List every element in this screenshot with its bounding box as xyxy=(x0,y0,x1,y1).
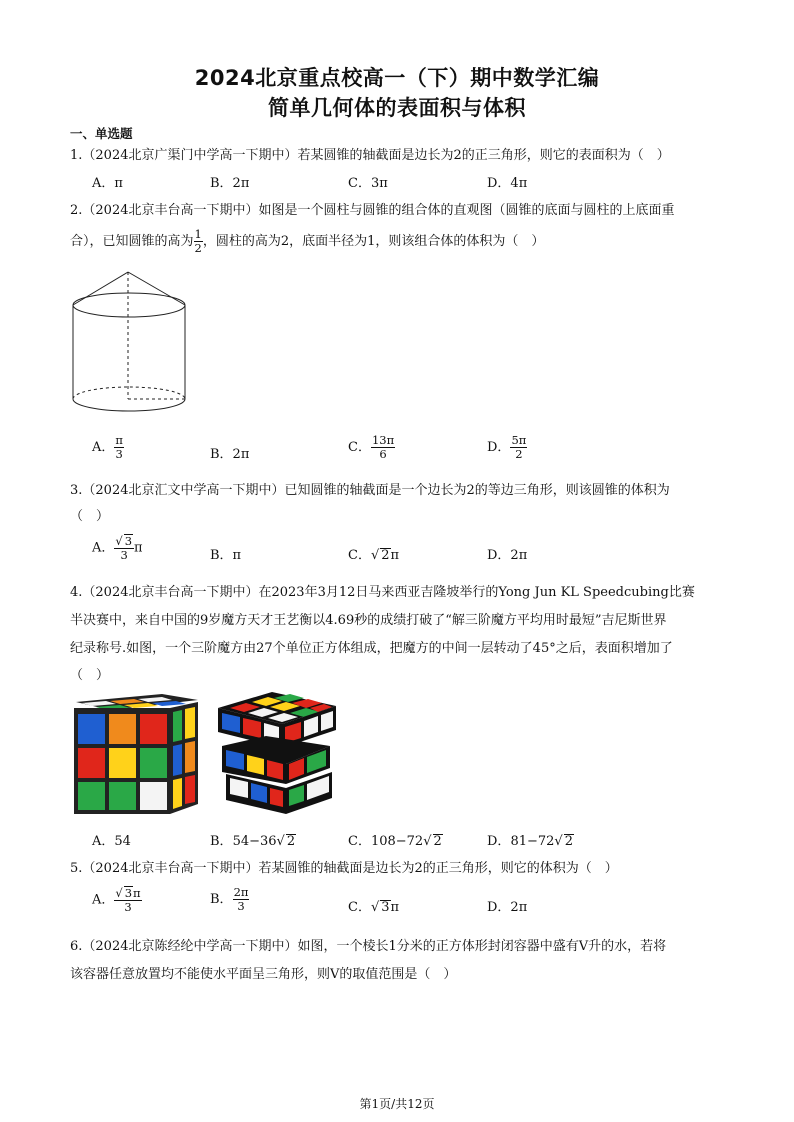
q3-line2: （ ） xyxy=(70,509,110,524)
page-footer: 第1页/共12页 xyxy=(359,1097,435,1111)
fraction-denominator: 2 xyxy=(194,241,202,256)
fraction-numerator: 1 xyxy=(194,227,202,241)
q1-option-d: D．4π xyxy=(487,176,528,191)
option-label: C． xyxy=(348,440,371,456)
q5-option-d: D．2π xyxy=(487,900,528,915)
cylinder-bottom-back xyxy=(73,387,185,399)
radicand: 3 xyxy=(124,534,133,548)
q4-option-b: B．54−36√ 2 xyxy=(210,834,296,849)
q1-option-a: A．π xyxy=(92,176,123,191)
q2-a-fraction xyxy=(114,434,124,461)
expression-prefix: 108−72 xyxy=(370,834,424,849)
pi-symbol: π xyxy=(133,886,141,900)
q4-line1: 4.（2024北京丰台高一下期中）在2023年3月12日马来西亚吉隆坡举行的Yong Jun KL Speedcubing比赛 xyxy=(70,585,695,600)
fraction-numerator: √ 3π xyxy=(115,886,141,900)
q2-d-fraction xyxy=(510,434,527,461)
q4-option-a: A．54 xyxy=(92,834,131,849)
rubiks-cube-twisted xyxy=(212,688,342,818)
option-label: B． xyxy=(210,834,233,849)
cylinder-cone-figure xyxy=(66,266,196,426)
option-label: A． xyxy=(92,440,115,456)
fraction-numerator: √ 3 xyxy=(115,534,133,548)
q2-line2 xyxy=(70,228,544,255)
radicand: 2 xyxy=(381,548,390,563)
option-label: D． xyxy=(487,440,511,456)
option-label: A． xyxy=(92,892,115,908)
q2-option-d xyxy=(487,434,527,461)
q4-line3: 纪录称号.如图，一个三阶魔方由27个单位正方体组成，把魔方的中间一层转动了45°之后，表面积增加了 xyxy=(70,641,673,656)
q4-option-c: C．108−72√ 2 xyxy=(348,834,442,849)
q2-cone-height-fraction xyxy=(194,228,203,255)
fraction-denominator: 2 xyxy=(515,447,523,462)
page-title: 2024北京重点校高一（下）期中数学汇编 xyxy=(194,66,600,90)
q3-a-fraction xyxy=(114,534,134,562)
page-subtitle: 简单几何体的表面积与体积 xyxy=(268,96,526,120)
q5-option-c: C．√ 3π xyxy=(348,900,400,915)
q2-line1: 2.（2024北京丰台高一下期中）如图是一个圆柱与圆锥的组合体的直观图（圆锥的底面与圆柱的上底面重 xyxy=(70,203,675,218)
q5-option-b xyxy=(210,886,249,913)
q5-stem: 5.（2024北京丰台高一下期中）若某圆锥的轴截面是边长为2的正三角形，则它的体积为（ ） xyxy=(70,861,618,876)
option-label: A． xyxy=(92,540,115,556)
q2-line2-part-b: ，圆柱的高为2，底面半径为1，则该组合体的体积为（ ） xyxy=(202,234,545,250)
expression-prefix: 81−72 xyxy=(510,834,555,849)
q6-line1: 6.（2024北京陈经纶中学高一下期中）如图，一个棱长1分米的正方体形封闭容器中盛有V升的水，若将 xyxy=(70,939,667,954)
expression-prefix: 54−36 xyxy=(232,834,277,849)
fraction-numerator: 2π xyxy=(233,885,249,899)
rubiks-cube-solved xyxy=(70,688,200,818)
option-label: C． xyxy=(348,834,371,849)
cylinder-bottom-front xyxy=(73,399,185,411)
option-label: C． xyxy=(348,900,371,915)
pi-symbol: π xyxy=(390,900,400,915)
q2-c-fraction xyxy=(371,434,395,461)
q4-line2: 半决赛中，来自中国的9岁魔方天才王艺衡以4.69秒的成绩打破了“解三阶魔方平均用时最短”吉尼斯世界 xyxy=(70,613,667,628)
section-heading: 一、单选题 xyxy=(70,126,133,141)
cone-left-edge xyxy=(73,272,128,305)
pi-symbol: π xyxy=(390,548,400,563)
radicand: 2 xyxy=(286,834,296,849)
cylinder-top-ellipse xyxy=(73,293,185,317)
cube-front-stickers xyxy=(78,714,167,810)
q6-line2: 该容器任意放置均不能使水平面呈三角形，则V的取值范围是（ ） xyxy=(70,967,457,982)
fraction-numerator: π xyxy=(115,433,123,447)
q2-option-a xyxy=(92,434,124,461)
q3-option-c: C．√ 2π xyxy=(348,548,400,563)
q5-b-fraction xyxy=(233,886,250,913)
fraction-numerator: 13π xyxy=(371,433,395,447)
q3-option-a xyxy=(92,534,143,562)
q3-option-b: B．π xyxy=(210,548,242,563)
q1-option-c: C．3π xyxy=(348,176,388,191)
q1-stem: 1.（2024北京广渠门中学高一下期中）若某圆锥的轴截面是边长为2的正三角形，则它的表面积为（ ） xyxy=(70,148,670,163)
fraction-denominator: 3 xyxy=(115,447,123,462)
q5-option-a xyxy=(92,886,142,914)
option-label: C． xyxy=(348,548,371,563)
fraction-numerator: 5π xyxy=(511,433,527,447)
q2-option-c xyxy=(348,434,395,461)
radicand: 3 xyxy=(124,886,133,900)
q3-line1: 3.（2024北京汇文中学高一下期中）已知圆锥的轴截面是一个边长为2的等边三角形，则该圆锥的体积为 xyxy=(70,483,670,498)
option-label: D． xyxy=(487,834,511,849)
q2-line2-part-a: 合），已知圆锥的高为 xyxy=(70,234,194,250)
radicand: 2 xyxy=(433,834,442,849)
fraction-denominator: 3 xyxy=(120,548,128,563)
fraction-denominator: 3 xyxy=(237,899,245,914)
radicand: 3 xyxy=(381,900,390,915)
radicand: 2 xyxy=(564,834,573,849)
cone-right-edge xyxy=(128,272,185,305)
q3-option-d: D．2π xyxy=(487,548,528,563)
q1-option-b: B．2π xyxy=(210,176,250,191)
q5-a-fraction xyxy=(114,886,141,914)
pi-symbol: π xyxy=(134,540,143,556)
fraction-denominator: 6 xyxy=(379,447,387,462)
q4-line4: （ ） xyxy=(70,668,110,683)
q4-option-d: D．81−72√ 2 xyxy=(487,834,573,849)
fraction-denominator: 3 xyxy=(124,900,132,915)
option-label: B． xyxy=(210,892,233,908)
q2-option-b: B．2π xyxy=(210,447,250,462)
